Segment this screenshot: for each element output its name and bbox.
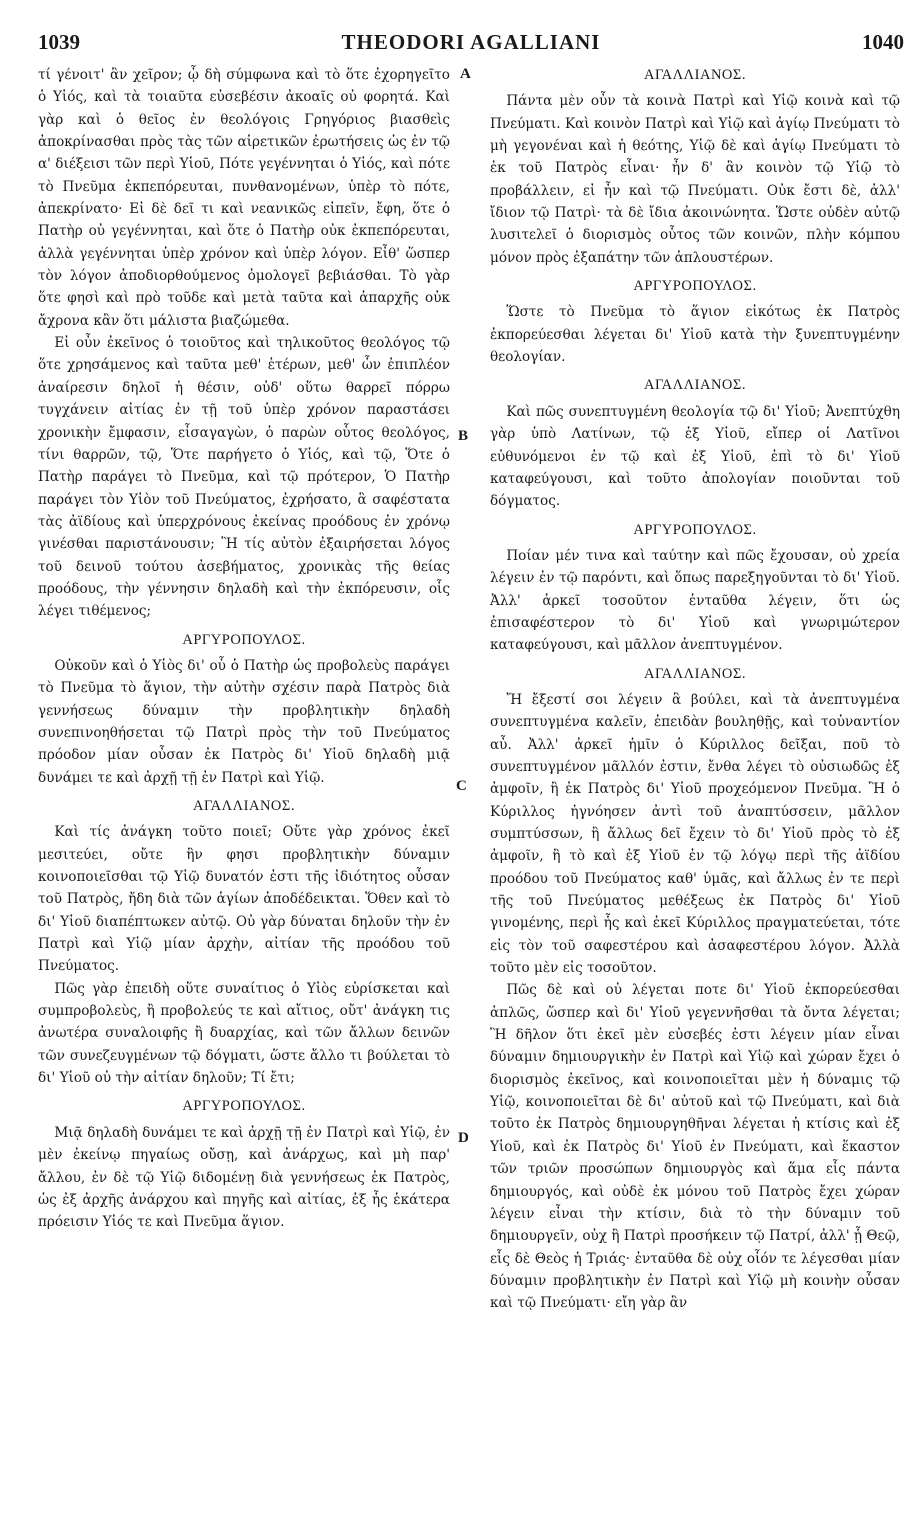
margin-letter-d: D — [458, 1130, 469, 1146]
paragraph: Ἤ ἔξεστί σοι λέγειν ἃ βούλει, καὶ τὰ ἀνεπτυγμένα συνεπτυγμένα καλεῖν, ἐπειδὰν βουληθῇς, καὶ τοὐναντίον αὖ. Ἀλλ' ἀρκεῖ ἡμῖν ὁ Κύριλλος δεῖξαι, ποῦ τὸ συνεπτυγμένον μᾶλλόν ἐστιν, ἔνθα λέγει τὸ οὐσιωδῶς ἐξ ἀμφοῖν, ἢ ἐκ Πατρὸς δι' Υἱοῦ προχεόμενον Πνεῦμα. Ἢ ὁ Κύριλλος ἠγνόησεν ἀντὶ τοῦ ἀναπτύσσειν, μᾶλλον συμπτύσσων, ἢ ἄλλως δεῖ ἔχειν τὸ δι' Υἱοῦ πρὸς τὸ ἐξ ἀμφοῖν, ἢ τὸ καὶ ἐξ Υἱοῦ ἐν τῷ λόγῳ περὶ τῆς ἀϊδίου προόδου τοῦ Πνεύματος καθ' ὑμᾶς, καὶ ἄλλως ἐν τε περὶ τῆς τοῦ Πνεύματος μεθέξεως ἐκ Πατρὸς δι' Υἱοῦ γινομένης, περὶ ἧς καὶ ἐκεῖ Κύριλλος πραγματεύεται, τότε εἰς τὸν τοῦ σαφεστέρου καὶ ἀσαφεστέρου λόγον. Ἀλλὰ τοῦτο μὲν εἰς τοσοῦτον. — [490, 691, 900, 977]
paragraph: Ποίαν μέν τινα καὶ ταύτην καὶ πῶς ἔχουσαν, οὐ χρεία λέγειν ἐν τῷ παρόντι, καὶ ὅπως παρεξηγοῦνται τὸ δι' Υἱοῦ. Ἀλλ' ἀρκεῖ τοσοῦτον ἐνταῦθα λέγειν, ὅτι ὡς ἐπισαφέστερον τὸ δι' Υἱοῦ καὶ γνωριμώτερον καταφεύγουσι, καὶ μᾶλλον ἀνεπτυγμένον. — [490, 547, 900, 654]
running-header — [38, 30, 904, 58]
speaker-heading: ΑΡΓΥΡΟΠΟΥΛΟΣ. — [182, 1098, 306, 1115]
paragraph: Πῶς γὰρ ἐπειδὴ οὕτε συναίτιος ὁ Υἱὸς εὑρίσκεται καὶ συμπροβολεὺς, ἢ προβολεύς τε καὶ αἴτιος, οὔτ' ἀνάγκη τις ἀνωτέρα συναλοιφῆς ἢ δυαρχίας, καὶ τῶν ἄλλων δεινῶν τῶν συνεζευγμένων τῷ δόγματι, ὥστε ἄλλο τι βούλεται τὸ δι' Υἱοῦ οὐ τὴν αἰτίαν δηλοῦν; Τί ἔτι; — [38, 980, 450, 1087]
speaker-heading: ΑΓΑΛΛΙΑΝΟΣ. — [644, 377, 746, 394]
left-column — [38, 64, 450, 1234]
speaker-heading: ΑΓΑΛΛΙΑΝΟΣ. — [644, 665, 746, 682]
margin-letter-a: A — [460, 66, 471, 82]
margin-letter-c: C — [456, 778, 467, 794]
paragraph: Πάντα μὲν οὖν τὰ κοινὰ Πατρὶ καὶ Υἱῷ κοινὰ καὶ τῷ Πνεύματι. Καὶ κοινὸν Πατρὶ καὶ Υἱῷ καὶ ἁγίῳ Πνεύματι τὸ μὴ γεγονέναι καὶ ἡ θεότης, Υἱῷ δὲ καὶ ἁγίῳ Πνεύματι τὸ ἐκ τοῦ Πατρὸς εἶναι· ἦν δ' ἂν κοινὸν τῷ Υἱῷ τὸ προβάλλειν, εἰ ἦν καὶ τῷ Πνεύματι. Οὐκ ἔστι δὲ, ἀλλ' ἴδιον τῷ Πατρὶ· τὰ δὲ ἴδια ἀκοινώνητα. Ὥστε οὐδὲν αὐτῷ λυσιτελεῖ ὁ διορισμὸς οὗτος τῶν κοινῶν, πλὴν κόμπου μόνον πρὸς ἐξαπάτην τῶν ἁπλουστέρων. — [490, 93, 900, 266]
right-column — [490, 64, 900, 1315]
speaker-heading: ΑΡΓΥΡΟΠΟΥΛΟΣ. — [182, 631, 306, 648]
margin-letter-b: B — [458, 428, 469, 444]
running-title: THEODORI AGALLIANI — [341, 30, 601, 54]
speaker-heading: ΑΓΑΛΛΙΑΝΟΣ. — [644, 67, 746, 83]
speaker-heading: ΑΡΓΥΡΟΠΟΥΛΟΣ. — [633, 278, 757, 295]
page-number-left: 1039 — [38, 30, 80, 54]
paragraph: Καὶ πῶς συνεπτυγμένη θεολογία τῷ δι' Υἱοῦ; Ἀνεπτύχθη γὰρ ὑπὸ Λατίνων, τῷ ἐξ Υἱοῦ, εἴπερ οἱ Λατῖνοι εὐθυνόμενοι ἐν τῷ καὶ ἐξ Υἱοῦ, ἐπὶ τὸ δι' Υἱοῦ καταφεύγουσι, καὶ τοῦτο ἀπολογίαν ποιοῦνται τοῦ δόγματος. — [490, 403, 900, 510]
speaker-heading: ΑΓΑΛΛΙΑΝΟΣ. — [193, 798, 295, 814]
paragraph: Καὶ τίς ἀνάγκη τοῦτο ποιεῖ; Οὔτε γὰρ χρόνος ἐκεῖ μεσιτεύει, οὔτε ἣν φησι προβλητικὴν δύναμιν κοινοποιεῖσθαι τῷ Υἱῷ δυνατόν ἐστι τῆς ἰδιότητος οὖσαν τοῦ Πατρὸς, ἤδη διὰ τῶν ἁγίων ἀποδέδεικται. Ὅθεν καὶ τὸ δι' Υἱοῦ διαπέπτωκεν αὐτῷ. Οὐ γὰρ δύναται δηλοῦν τὴν ἐν Πατρὶ καὶ Υἱῷ μίαν ἀρχὴν, αἰτίαν τῆς προόδου τοῦ Πνεύματος. — [38, 824, 450, 975]
paragraph: τί γένοιτ' ἂν χεῖρον; ᾧ δὴ σύμφωνα καὶ τὸ ὅτε ἐχορηγεῖτο ὁ Υἱός, καὶ τὰ τοιαῦτα εὐσεβέσιν ἀκοαῖς οὐ φορητά. Καὶ γὰρ καὶ ὁ θεῖος ἐν θεολόγοις Γρηγόριος βιασθεὶς ἀποκρίνασθαι πρὸς τὰς τῶν αἱρετικῶν ἐρωτήσεις ὡς ἐν τῷ α' διέξεισι τῶν περὶ Υἱοῦ, Πότε γεγέννηται ὁ Υἱός, καὶ πότε τὸ Πνεῦμα ἐκπεπόρευται, πυνθανομένων, ὑπὲρ τὸ πότε, ἀπεκρίνατο· Εἰ δὲ δεῖ τι καὶ νεανικῶς εἰπεῖν, ἔφη, ὅτε ὁ Πατὴρ οὐ γεγέννηται, καὶ ὅτε ὁ Πατὴρ οὐκ ἐκπεπόρευται, ἀλλὰ γεγέννηται ὑπὲρ χρόνον καὶ ὑπὲρ λόγον. Εἶθ' ὥσπερ τὸν λόγον ἀποδιορθούμενος ὁμολογεῖ βεβιάσθαι. Τὸ γὰρ ὅτε φησὶ καὶ πρὸ τοῦδε καὶ μετὰ ταῦτα καὶ ἀπαρχῆς οὐκ ἄχρονα κἂν ὅτι μάλιστα βιαζώμεθα. — [38, 67, 450, 329]
page-number-right: 1040 — [862, 30, 904, 54]
paragraph: Μιᾷ δηλαδὴ δυνάμει τε καὶ ἀρχῇ τῇ ἐν Πατρὶ καὶ Υἱῷ, ἐν μὲν ἐκείνῳ πηγαίως οὔσῃ, καὶ ἀνάρχως, καὶ μὴ παρ' ἄλλου, ἐν δὲ τῷ Υἱῷ διδομένῃ διὰ γεννήσεως ἐκ Πατρὸς, ὡς ἐξ ἀρχῆς ἀνάρχου καὶ πηγῆς καὶ αἰτίας, ἐξ ἧς ἑκάτερα πρόεισιν Υἱός τε καὶ Πνεῦμα ἅγιον. — [38, 1124, 450, 1231]
paragraph: Οὐκοῦν καὶ ὁ Υἱὸς δι' οὗ ὁ Πατὴρ ὡς προβολεὺς παράγει τὸ Πνεῦμα τὸ ἅγιον, τὴν αὐτὴν σχέσιν παρὰ Πατρὸς διὰ γεννήσεως δύναμιν τὴν προβλητικὴν δηλαδὴ συνεπινοηθήσεται τῷ Πατρὶ πρὸς τὴν τοῦ Πνεύματος πρόοδον μίαν οὖσαν ἐκ Πατρὸς δι' Υἱοῦ δηλαδὴ μιᾷ δυνάμει τε καὶ ἀρχῇ τῇ ἐν Πατρὶ καὶ Υἱῷ. — [38, 657, 450, 786]
paragraph: Εἰ οὖν ἐκεῖνος ὁ τοιοῦτος καὶ τηλικοῦτος θεολόγος τῷ ὅτε χρησάμενος καὶ ταῦτα μεθ' ἑτέρων, μεθ' ὧν ἐπιπλέον ἀναίρεσιν δηλοῖ ἡ θέσιν, οὐδ' οὕτω θαρρεῖ πόρρω τυγχάνειν αἰτίας ἐν τῇ τοῦ ὑπὲρ χρόνον παραστάσει χρονικὴν ἔμφασιν, εἶσαγαγὼν, ὁ παρὼν οὗτος θεολόγος, τίνι θαρρῶν, τῷ, Ὅτε παρήγετο ὁ Υἱός, καὶ τῷ, Ὅτε ὁ Πατὴρ παράγει τὸ Πνεῦμα, καὶ τῷ πρότερον, Ὁ Πατὴρ παράγει τὸν Υἱὸν τοῦ Πνεύματος, ἐχρήσατο, ἃ σαφέστατα τὰς ἀϊδίους καὶ ὑπερχρόνους ἐκείνας προόδους ἐν χρόνῳ γινέσθαι παριστάνουσιν; Ἢ τίς αὐτὸν ἐξαιρήσεται λόγος τοῦ δεινοῦ τούτου ἀσεβήματος, χρονικὰς τῆς θείας προόδους, τὴν γέννησιν δηλαδὴ καὶ τὴν ἐκπόρευσιν, οἷς λέγει τιθέμενος; — [38, 335, 450, 620]
paragraph: Πῶς δὲ καὶ οὐ λέγεται ποτε δι' Υἱοῦ ἐκπορεύεσθαι ἁπλῶς, ὥσπερ καὶ δι' Υἱοῦ γεγεννῆσθαι τὰ ὄντα λέγεται; Ἢ δῆλον ὅτι ἐκεῖ μὲν εὐσεβές ἐστι λέγειν μίαν εἶναι δύναμιν δημιουργικὴν ἐν Πατρὶ καὶ Υἱῷ καὶ χώραν ἔχει ὁ διορισμὸς ἐκεῖνος, καὶ κοινοποιεῖται μὲν ἡ δύναμις τῷ Υἱῷ, κοινοποιεῖται δὲ δι' αὐτοῦ καὶ τῷ Πνεύματι, καὶ διὰ τοῦτο ἐκ Πατρὸς δημιουργηθῆναι λέγεται ἡ κτίσις καὶ ἐξ Υἱοῦ, καὶ ἐκ Πατρὸς δι' Υἱοῦ ἐν Πνεύματι, καὶ ἕκαστον τῶν τριῶν προσώπων δημιουργὸς καὶ ἅμα εἷς πάντα δημιουργός, καὶ οὐδὲ ἐκ μόνου τοῦ Πατρὸς ἔχει χώραν λέγειν εἶναι τὴν κτίσιν, διὰ τὸ τὴν δύναμιν τοῦ δημιουργεῖν, οὐχ ἢ Πατρὶ προσήκειν τῷ Πατρί, ἀλλ' ᾗ Θεῷ, εἷς δὲ Θεὸς ἡ Τριάς· ἐνταῦθα δὲ οὐχ οἷόν τε λέγεσθαι μίαν δύναμιν προβλητικὴν ἐν Πατρὶ καὶ Υἱῷ μὴ κοινὴν οὖσαν καὶ τῷ Πνεύματι· εἴη γὰρ ἂν — [490, 982, 900, 1312]
speaker-heading: ΑΡΓΥΡΟΠΟΥΛΟΣ. — [633, 521, 757, 538]
paragraph: Ὥστε τὸ Πνεῦμα τὸ ἅγιον εἰκότως ἐκ Πατρὸς ἐκπορεύεσθαι λέγεται δι' Υἱοῦ κατὰ τὴν ξυνεπτυγμένην θεολογίαν. — [490, 304, 900, 366]
